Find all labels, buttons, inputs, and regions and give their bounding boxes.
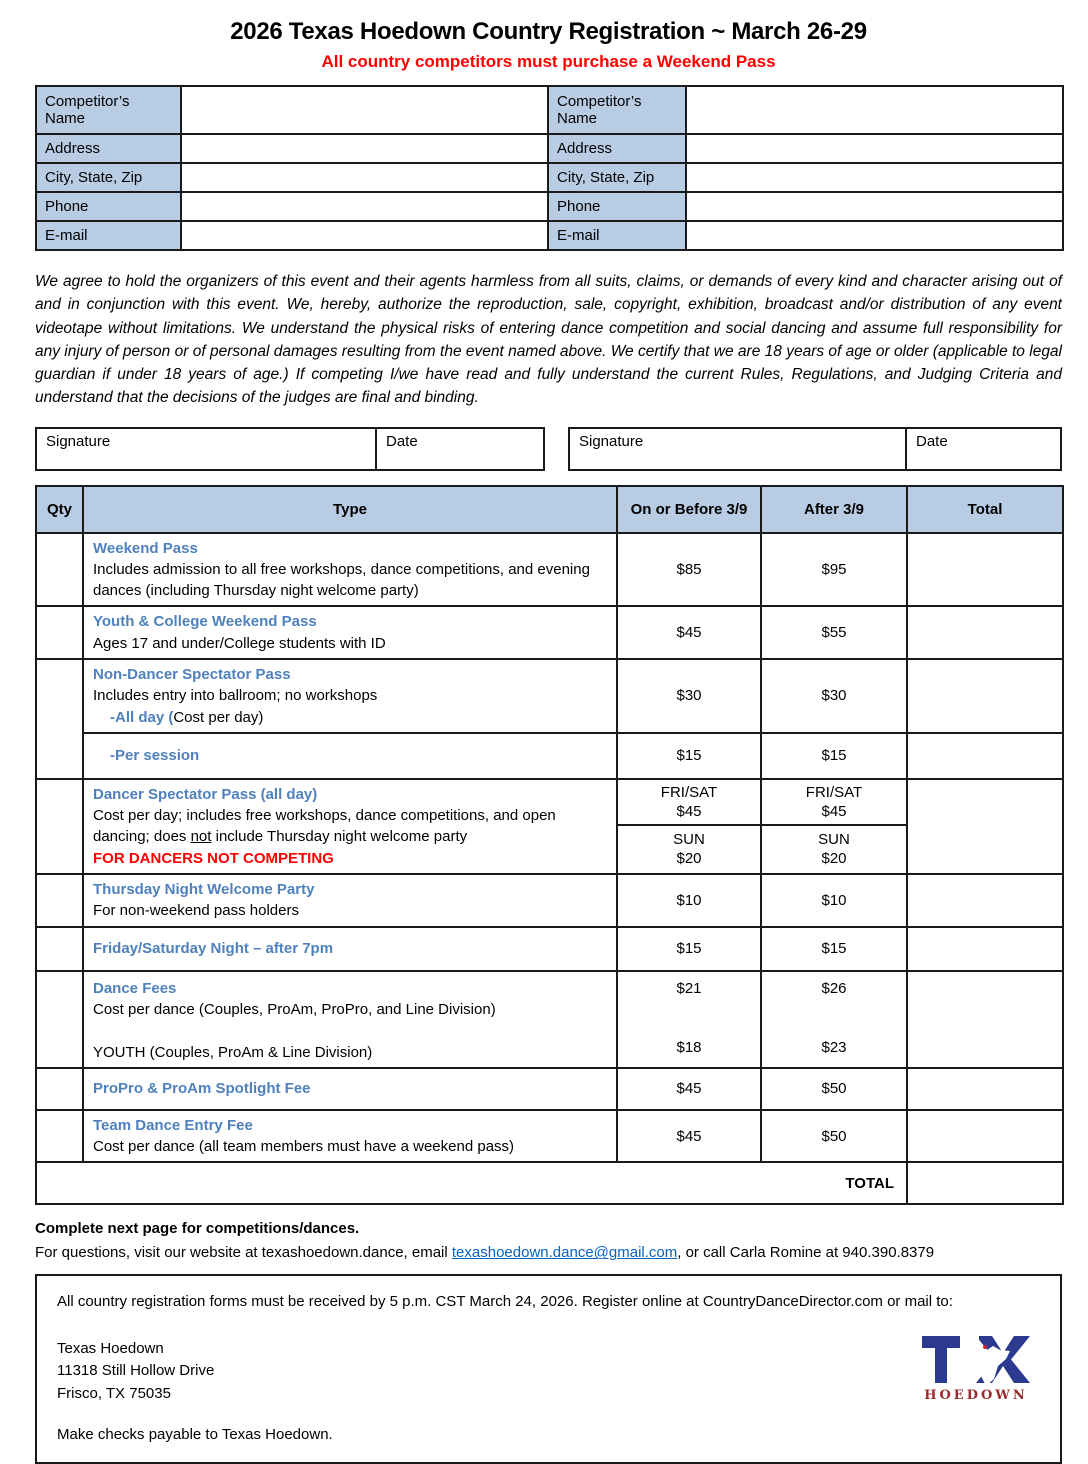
date-field-right[interactable]: Date [916,432,948,450]
table-row [36,134,1063,163]
weekend-early-price: $85 [617,533,761,607]
friday-early-price: $15 [617,927,761,971]
dancer-spectator-desc-after: include Thursday night welcome party [211,828,468,846]
dance-fees-type-cell [83,971,617,1068]
team-total-cell[interactable] [907,1110,1063,1163]
field-label-city-left: City, State, Zip [36,163,181,192]
phone-input-right[interactable] [686,192,1063,221]
dancer-spectator-type-cell [83,779,617,874]
table-row-non-dancer-all-day [36,659,1063,733]
youth-total-cell[interactable] [907,606,1063,659]
spotlight-late-price: $50 [761,1068,907,1110]
dance-fees-total-cell[interactable] [907,971,1063,1068]
team-qty-cell[interactable] [36,1110,83,1163]
name-input-right[interactable] [686,86,1063,134]
field-label-name-left: Competitor’s Name [36,86,181,134]
sun-label: SUN [818,830,850,848]
date-field-left[interactable]: Date [386,432,418,450]
signature-box-right [568,427,1062,471]
dancer-spectator-desc-before: Cost per day; includes free workshops, dance competitions, and open dancing; does [93,807,556,846]
next-page-note: Complete next page for competitions/dances. [35,1220,360,1238]
weekend-qty-cell[interactable] [36,533,83,607]
fri-sat-price: $45 [676,803,702,821]
field-label-city-right: City, State, Zip [548,163,686,192]
field-label-name-right: Competitor’s Name [548,86,686,134]
table-row-spotlight-fee [36,1068,1063,1110]
header-late: After 3/9 [761,486,907,533]
name-input-left[interactable] [181,86,548,134]
weekend-desc: Includes admission to all free workshops, dance competitions, and evening dances (including Thursday night welcome party) [93,560,590,600]
thursday-late-price: $10 [761,874,907,927]
non-dancer-all-day-line [93,709,263,726]
weekend-total-cell[interactable] [907,533,1063,607]
youth-qty-cell[interactable] [36,606,83,659]
checks-note: Make checks payable to Texas Hoedown. [57,1426,333,1444]
grand-total-cell[interactable] [907,1162,1063,1204]
team-desc: Cost per dance (all team members must have a weekend pass) [93,1138,515,1156]
weekend-title: Weekend Pass [93,539,198,557]
hoedown-wordmark: HOEDOWN [924,1388,1028,1403]
table-row [36,221,1063,250]
page-subtitle: All country competitors must purchase a Weekend Pass [321,52,776,71]
address-input-right[interactable] [686,134,1063,163]
city-input-right[interactable] [686,163,1063,192]
dancer-spectator-early-cell [617,779,761,874]
dancer-spectator-late-cell [761,779,907,874]
city-input-left[interactable] [181,163,548,192]
all-day-note: Cost per day) [173,708,264,726]
thursday-desc: For non-weekend pass holders [93,902,299,920]
friday-type-cell [83,927,617,971]
spotlight-early-price: $45 [617,1068,761,1110]
table-row-friday-saturday [36,927,1063,971]
email-link[interactable]: texashoedown.dance@gmail.com [451,1244,678,1262]
per-session-early-price: $15 [617,733,761,779]
friday-qty-cell[interactable] [36,927,83,971]
competitor-info-table [35,85,1064,251]
address-input-left[interactable] [181,134,548,163]
dance-fees-qty-cell[interactable] [36,971,83,1068]
questions-note-before: For questions, visit our website at texashoedown.dance, email [35,1244,452,1262]
total-label: TOTAL [36,1162,907,1204]
thursday-total-cell[interactable] [907,874,1063,927]
sun-label: SUN [673,830,705,848]
table-row [36,192,1063,221]
dancer-spectator-desc-underlined: not [190,828,212,846]
email-input-right[interactable] [686,221,1063,250]
questions-note [35,1244,1062,1261]
spotlight-qty-cell[interactable] [36,1068,83,1110]
table-row-weekend-pass [36,533,1063,607]
table-row-thursday-party [36,874,1063,927]
per-session-total-cell[interactable] [907,733,1063,779]
youth-late-price: $55 [761,606,907,659]
all-day-label: -All day ( [110,708,174,726]
mail-street: 11318 Still Hollow Drive [57,1362,215,1380]
early-fri-sat-price [618,780,760,826]
team-title: Team Dance Entry Fee [93,1116,253,1134]
spotlight-total-cell[interactable] [907,1068,1063,1110]
phone-input-left[interactable] [181,192,548,221]
all-day-early-price: $30 [617,659,761,733]
waiver-text: We agree to hold the organizers of this event and their agents harmless from all suits, claims, or demands of every kind and character arising out of and in conjunction with this event. We, hereby, authorize the reproduction, sale, copyright, exhibition, broadcast and/or distribution of any event videotape without limitations. We understand the physical risks of entering dance competition and social dancing and assume full responsibility for any injury of person or of personal damages resulting from the event named above. We certify that we are 18 years of age or older (applicable to legal guardian if under 18 years of age.) If competing I/we have read and fully understand the current Rules, Regulations, and Judging Criteria and understand that the decisions of the judges are final and binding. [35,273,1062,407]
table-row [36,163,1063,192]
email-input-left[interactable] [181,221,548,250]
header-early: On or Before 3/9 [617,486,761,533]
spotlight-type-cell [83,1068,617,1110]
sun-price: $20 [676,850,702,868]
table-row-youth-college [36,606,1063,659]
late-fri-sat-price [762,780,906,826]
weekend-type-cell [83,533,617,607]
thursday-title: Thursday Night Welcome Party [93,881,315,899]
field-label-address-right: Address [548,134,686,163]
signature-row [35,427,1062,471]
friday-late-price: $15 [761,927,907,971]
thursday-qty-cell[interactable] [36,874,83,927]
dance-fees-early-price: $21 [676,979,702,997]
non-dancer-qty-cell[interactable] [36,659,83,779]
pricing-table [35,485,1064,1206]
non-dancer-desc: Includes entry into ballroom; no workshops [93,687,378,705]
table-row-non-dancer-per-session [36,733,1063,779]
all-day-late-price: $30 [761,659,907,733]
table-row-team-dance [36,1110,1063,1163]
texas-hoedown-logo [920,1332,1032,1402]
field-label-phone-left: Phone [36,192,181,221]
friday-title: Friday/Saturday Night – after 7pm [93,940,334,957]
header-qty: Qty [36,486,83,533]
dancer-spectator-title: Dancer Spectator Pass (all day) [93,785,318,803]
youth-type-cell [83,606,617,659]
mail-org: Texas Hoedown [57,1339,164,1357]
dance-fees-desc: Cost per dance (Couples, ProAm, ProPro, and Line Division) [93,1000,496,1018]
per-session-type-cell [83,733,617,779]
dancer-spectator-qty-cell[interactable] [36,779,83,874]
friday-total-cell[interactable] [907,927,1063,971]
signature-box-left [35,427,545,471]
team-early-price: $45 [617,1110,761,1163]
deadline-note: All country registration forms must be received by 5 p.m. CST March 24, 2026. Register online at CountryDanceDirector.com or mail to: [57,1293,953,1311]
field-label-email-right: E-mail [548,221,686,250]
dance-fees-youth-early-price: $18 [676,1038,702,1056]
questions-note-after: , or call Carla Romine at 940.390.8379 [677,1244,935,1262]
per-session-label: -Per session [110,747,200,765]
table-row [36,86,1063,134]
sun-price: $20 [821,850,847,868]
dancer-spectator-warning: FOR DANCERS NOT COMPETING [93,849,334,867]
dance-fees-title: Dance Fees [93,979,177,997]
header-total: Total [907,486,1063,533]
field-label-email-left: E-mail [36,221,181,250]
dancer-spectator-total-cell[interactable] [907,779,1063,874]
mail-city: Frisco, TX 75035 [57,1384,171,1402]
header-type: Type [83,486,617,533]
mailing-info-box [35,1274,1062,1464]
table-row-dancer-spectator [36,779,1063,874]
team-type-cell [83,1110,617,1163]
fri-sat-label: FRI/SAT [805,783,863,801]
dance-fees-late-price: $26 [821,979,847,997]
dance-fees-youth-late-price: $23 [821,1038,847,1056]
weekend-late-price: $95 [761,533,907,607]
youth-early-price: $45 [617,606,761,659]
page-title: 2026 Texas Hoedown Country Registration ~ March 26-29 [230,18,867,45]
team-late-price: $50 [761,1110,907,1163]
fri-sat-price: $45 [821,803,847,821]
pricing-header-row [36,486,1063,533]
youth-desc: Ages 17 and under/College students with ID [93,634,386,652]
signature-field-right[interactable]: Signature [570,429,907,469]
youth-title: Youth & College Weekend Pass [93,613,317,631]
late-sun-price [762,826,906,872]
table-row-total [36,1162,1063,1204]
dance-fees-youth-line: YOUTH (Couples, ProAm & Line Division) [93,1043,373,1061]
field-label-address-left: Address [36,134,181,163]
per-session-late-price: $15 [761,733,907,779]
all-day-total-cell[interactable] [907,659,1063,733]
dance-fees-late-cell [761,971,907,1068]
dance-fees-early-cell [617,971,761,1068]
field-label-phone-right: Phone [548,192,686,221]
non-dancer-type-cell [83,659,617,733]
fri-sat-label: FRI/SAT [660,783,718,801]
thursday-type-cell [83,874,617,927]
table-row-dance-fees [36,971,1063,1068]
spotlight-title: ProPro & ProAm Spotlight Fee [93,1080,311,1098]
early-sun-price [618,826,760,872]
thursday-early-price: $10 [617,874,761,927]
signature-field-left[interactable]: Signature [37,429,377,469]
non-dancer-title: Non-Dancer Spectator Pass [93,665,291,683]
